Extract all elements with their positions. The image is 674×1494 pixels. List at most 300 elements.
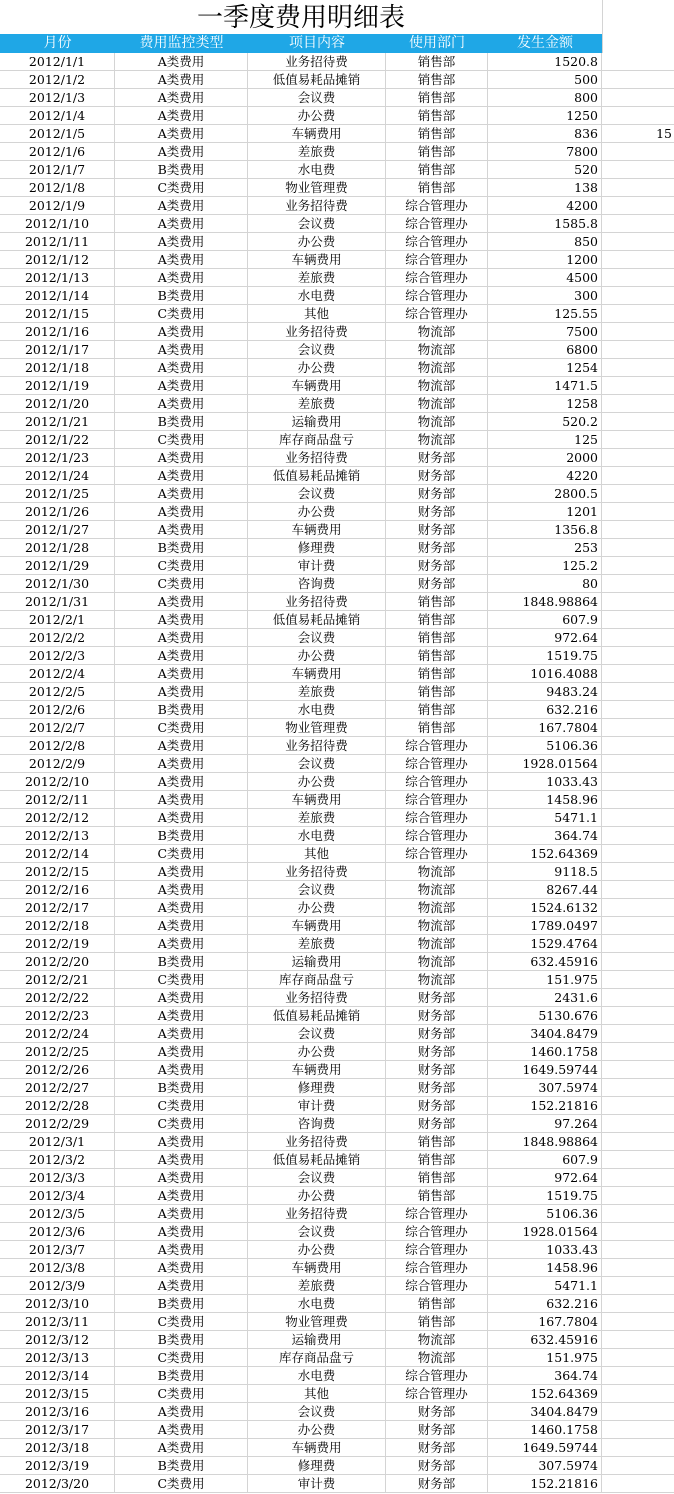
cell-department[interactable]: 综合管理办 [386,215,488,233]
cell-department[interactable]: 销售部 [386,125,488,143]
cell-item[interactable]: 车辆费用 [248,251,386,269]
cell-empty[interactable] [602,701,674,719]
cell-department[interactable]: 财务部 [386,1115,488,1133]
cell-date[interactable]: 2012/1/10 [0,215,115,233]
cell-item[interactable]: 办公费 [248,1421,386,1439]
cell-amount[interactable]: 1458.96 [488,791,602,809]
cell-amount[interactable]: 138 [488,179,602,197]
cell-empty[interactable] [602,1457,674,1475]
cell-expense-type[interactable]: A类费用 [115,1439,248,1457]
cell-department[interactable]: 综合管理办 [386,1277,488,1295]
cell-amount[interactable]: 152.64369 [488,845,602,863]
cell-empty[interactable] [602,1295,674,1313]
cell-amount[interactable]: 1016.4088 [488,665,602,683]
cell-expense-type[interactable]: A类费用 [115,683,248,701]
cell-empty[interactable] [602,899,674,917]
cell-empty[interactable] [602,323,674,341]
cell-empty[interactable] [602,1241,674,1259]
cell-item[interactable]: 业务招待费 [248,53,386,71]
cell-date[interactable]: 2012/3/19 [0,1457,115,1475]
cell-amount[interactable]: 1460.1758 [488,1043,602,1061]
cell-item[interactable]: 业务招待费 [248,593,386,611]
cell-amount[interactable]: 4500 [488,269,602,287]
cell-empty[interactable] [602,503,674,521]
cell-empty[interactable] [602,1133,674,1151]
cell-date[interactable]: 2012/1/28 [0,539,115,557]
cell-amount[interactable]: 7500 [488,323,602,341]
cell-department[interactable]: 物流部 [386,971,488,989]
cell-amount[interactable]: 1460.1758 [488,1421,602,1439]
cell-item[interactable]: 咨询费 [248,575,386,593]
sheet-title[interactable]: 一季度费用明细表 [196,3,405,33]
cell-expense-type[interactable]: A类费用 [115,1133,248,1151]
cell-item[interactable]: 办公费 [248,107,386,125]
cell-expense-type[interactable]: C类费用 [115,305,248,323]
cell-amount[interactable]: 125 [488,431,602,449]
cell-date[interactable]: 2012/3/11 [0,1313,115,1331]
cell-department[interactable]: 综合管理办 [386,1259,488,1277]
cell-amount[interactable]: 1789.0497 [488,917,602,935]
cell-item[interactable]: 车辆费用 [248,1061,386,1079]
cell-date[interactable]: 2012/1/24 [0,467,115,485]
cell-amount[interactable]: 125.55 [488,305,602,323]
cell-amount[interactable]: 1524.6132 [488,899,602,917]
cell-department[interactable]: 财务部 [386,449,488,467]
cell-department[interactable]: 物流部 [386,341,488,359]
cell-expense-type[interactable]: A类费用 [115,269,248,287]
cell-item[interactable]: 业务招待费 [248,449,386,467]
cell-date[interactable]: 2012/2/24 [0,1025,115,1043]
cell-expense-type[interactable]: C类费用 [115,179,248,197]
cell-item[interactable]: 物业管理费 [248,719,386,737]
cell-empty[interactable] [602,593,674,611]
cell-date[interactable]: 2012/1/2 [0,71,115,89]
header-expense-type[interactable]: 费用监控类型 [139,35,224,51]
cell-empty[interactable] [602,467,674,485]
cell-date[interactable]: 2012/3/2 [0,1151,115,1169]
cell-amount[interactable]: 632.216 [488,701,602,719]
cell-department[interactable]: 财务部 [386,521,488,539]
cell-item[interactable]: 水电费 [248,1367,386,1385]
cell-department[interactable]: 综合管理办 [386,233,488,251]
cell-amount[interactable]: 836 [488,125,602,143]
cell-date[interactable]: 2012/2/10 [0,773,115,791]
cell-expense-type[interactable]: B类费用 [115,161,248,179]
cell-item[interactable]: 审计费 [248,1475,386,1493]
cell-date[interactable]: 2012/1/16 [0,323,115,341]
cell-expense-type[interactable]: B类费用 [115,539,248,557]
cell-expense-type[interactable]: C类费用 [115,431,248,449]
cell-empty[interactable] [602,755,674,773]
cell-date[interactable]: 2012/1/22 [0,431,115,449]
cell-expense-type[interactable]: A类费用 [115,629,248,647]
cell-amount[interactable]: 364.74 [488,1367,602,1385]
cell-amount[interactable]: 152.21816 [488,1475,602,1493]
cell-item[interactable]: 办公费 [248,1241,386,1259]
cell-empty[interactable] [602,1223,674,1241]
cell-item[interactable]: 物业管理费 [248,179,386,197]
cell-department[interactable]: 物流部 [386,359,488,377]
cell-expense-type[interactable]: A类费用 [115,395,248,413]
cell-item[interactable]: 差旅费 [248,935,386,953]
cell-amount[interactable]: 632.216 [488,1295,602,1313]
cell-expense-type[interactable]: B类费用 [115,1079,248,1097]
cell-amount[interactable]: 3404.8479 [488,1025,602,1043]
cell-department[interactable]: 销售部 [386,1187,488,1205]
cell-item[interactable]: 车辆费用 [248,1259,386,1277]
cell-expense-type[interactable]: C类费用 [115,1385,248,1403]
cell-amount[interactable]: 5471.1 [488,1277,602,1295]
cell-department[interactable]: 销售部 [386,143,488,161]
header-amount[interactable]: 发生金额 [517,35,573,51]
cell-item[interactable]: 其他 [248,305,386,323]
cell-item[interactable]: 车辆费用 [248,665,386,683]
cell-date[interactable]: 2012/3/1 [0,1133,115,1151]
cell-empty[interactable] [602,1151,674,1169]
cell-date[interactable]: 2012/2/17 [0,899,115,917]
cell-expense-type[interactable]: A类费用 [115,1043,248,1061]
cell-department[interactable]: 销售部 [386,611,488,629]
cell-empty[interactable] [602,53,674,71]
cell-amount[interactable]: 1254 [488,359,602,377]
cell-item[interactable]: 会议费 [248,1025,386,1043]
cell-expense-type[interactable]: A类费用 [115,1241,248,1259]
cell-amount[interactable]: 1201 [488,503,602,521]
cell-item[interactable]: 库存商品盘亏 [248,1349,386,1367]
cell-amount[interactable]: 307.5974 [488,1457,602,1475]
cell-department[interactable]: 销售部 [386,629,488,647]
cell-empty[interactable] [602,1097,674,1115]
cell-date[interactable]: 2012/1/12 [0,251,115,269]
cell-empty[interactable] [602,881,674,899]
cell-item[interactable]: 会议费 [248,89,386,107]
cell-date[interactable]: 2012/2/26 [0,1061,115,1079]
cell-amount[interactable]: 5106.36 [488,737,602,755]
cell-empty[interactable] [602,809,674,827]
cell-amount[interactable]: 3404.8479 [488,1403,602,1421]
cell-empty[interactable] [602,539,674,557]
cell-department[interactable]: 综合管理办 [386,1241,488,1259]
cell-item[interactable]: 运输费用 [248,953,386,971]
cell-amount[interactable]: 125.2 [488,557,602,575]
cell-expense-type[interactable]: A类费用 [115,503,248,521]
cell-expense-type[interactable]: A类费用 [115,1259,248,1277]
cell-item[interactable]: 业务招待费 [248,1133,386,1151]
cell-empty[interactable] [602,305,674,323]
cell-expense-type[interactable]: A类费用 [115,647,248,665]
cell-date[interactable]: 2012/2/3 [0,647,115,665]
cell-amount[interactable]: 1928.01564 [488,1223,602,1241]
cell-date[interactable]: 2012/3/5 [0,1205,115,1223]
cell-date[interactable]: 2012/1/17 [0,341,115,359]
cell-date[interactable]: 2012/2/21 [0,971,115,989]
cell-empty[interactable] [602,287,674,305]
cell-expense-type[interactable]: C类费用 [115,1097,248,1115]
cell-department[interactable]: 物流部 [386,395,488,413]
cell-empty[interactable] [602,989,674,1007]
cell-date[interactable]: 2012/1/9 [0,197,115,215]
cell-date[interactable]: 2012/1/4 [0,107,115,125]
cell-expense-type[interactable]: A类费用 [115,215,248,233]
cell-empty[interactable] [602,773,674,791]
cell-empty[interactable] [602,1475,674,1493]
cell-amount[interactable]: 151.975 [488,1349,602,1367]
cell-item[interactable]: 车辆费用 [248,1439,386,1457]
cell-item[interactable]: 业务招待费 [248,863,386,881]
cell-item[interactable]: 水电费 [248,287,386,305]
cell-department[interactable]: 销售部 [386,71,488,89]
cell-date[interactable]: 2012/2/16 [0,881,115,899]
cell-empty[interactable] [602,395,674,413]
cell-item[interactable]: 车辆费用 [248,521,386,539]
cell-empty[interactable] [602,1367,674,1385]
cell-department[interactable]: 销售部 [386,53,488,71]
cell-expense-type[interactable]: C类费用 [115,971,248,989]
cell-expense-type[interactable]: A类费用 [115,125,248,143]
cell-date[interactable]: 2012/2/19 [0,935,115,953]
cell-item[interactable]: 差旅费 [248,269,386,287]
cell-item[interactable]: 差旅费 [248,683,386,701]
cell-empty[interactable] [602,935,674,953]
cell-expense-type[interactable]: A类费用 [115,593,248,611]
cell-item[interactable]: 水电费 [248,161,386,179]
cell-expense-type[interactable]: A类费用 [115,485,248,503]
cell-date[interactable]: 2012/2/14 [0,845,115,863]
cell-empty[interactable] [602,1079,674,1097]
cell-date[interactable]: 2012/2/7 [0,719,115,737]
cell-expense-type[interactable]: B类费用 [115,1457,248,1475]
cell-expense-type[interactable]: A类费用 [115,341,248,359]
cell-amount[interactable]: 520.2 [488,413,602,431]
cell-item[interactable]: 咨询费 [248,1115,386,1133]
cell-amount[interactable]: 307.5974 [488,1079,602,1097]
cell-department[interactable]: 物流部 [386,899,488,917]
cell-department[interactable]: 物流部 [386,881,488,899]
cell-amount[interactable]: 520 [488,161,602,179]
cell-amount[interactable]: 5130.676 [488,1007,602,1025]
cell-department[interactable]: 销售部 [386,719,488,737]
cell-department[interactable]: 综合管理办 [386,773,488,791]
cell-amount[interactable]: 850 [488,233,602,251]
cell-item[interactable]: 运输费用 [248,413,386,431]
cell-department[interactable]: 销售部 [386,683,488,701]
cell-amount[interactable]: 6800 [488,341,602,359]
cell-department[interactable]: 综合管理办 [386,809,488,827]
cell-empty[interactable] [602,521,674,539]
cell-date[interactable]: 2012/2/25 [0,1043,115,1061]
header-item[interactable]: 项目内容 [289,35,345,51]
cell-empty[interactable] [602,1439,674,1457]
cell-expense-type[interactable]: A类费用 [115,863,248,881]
cell-date[interactable]: 2012/1/19 [0,377,115,395]
cell-amount[interactable]: 2800.5 [488,485,602,503]
cell-department[interactable]: 物流部 [386,953,488,971]
cell-date[interactable]: 2012/1/18 [0,359,115,377]
cell-department[interactable]: 综合管理办 [386,1385,488,1403]
cell-department[interactable]: 物流部 [386,917,488,935]
cell-date[interactable]: 2012/1/21 [0,413,115,431]
cell-amount[interactable]: 167.7804 [488,719,602,737]
header-month[interactable]: 月份 [43,35,72,51]
cell-expense-type[interactable]: A类费用 [115,233,248,251]
cell-department[interactable]: 财务部 [386,1025,488,1043]
cell-amount[interactable]: 4220 [488,467,602,485]
cell-date[interactable]: 2012/3/10 [0,1295,115,1313]
cell-item[interactable]: 会议费 [248,629,386,647]
cell-expense-type[interactable]: C类费用 [115,1313,248,1331]
cell-expense-type[interactable]: A类费用 [115,107,248,125]
cell-item[interactable]: 业务招待费 [248,737,386,755]
cell-date[interactable]: 2012/2/18 [0,917,115,935]
cell-empty[interactable] [602,557,674,575]
cell-date[interactable]: 2012/2/12 [0,809,115,827]
cell-item[interactable]: 水电费 [248,701,386,719]
cell-department[interactable]: 综合管理办 [386,251,488,269]
cell-department[interactable]: 财务部 [386,1421,488,1439]
cell-item[interactable]: 业务招待费 [248,323,386,341]
cell-date[interactable]: 2012/1/25 [0,485,115,503]
cell-department[interactable]: 销售部 [386,1151,488,1169]
cell-item[interactable]: 会议费 [248,755,386,773]
cell-expense-type[interactable]: A类费用 [115,377,248,395]
cell-date[interactable]: 2012/2/20 [0,953,115,971]
cell-empty[interactable] [602,197,674,215]
cell-expense-type[interactable]: A类费用 [115,1205,248,1223]
cell-item[interactable]: 低值易耗品摊销 [248,611,386,629]
cell-empty[interactable] [602,791,674,809]
cell-department[interactable]: 物流部 [386,1349,488,1367]
cell-empty[interactable] [602,1259,674,1277]
cell-expense-type[interactable]: A类费用 [115,467,248,485]
cell-department[interactable]: 销售部 [386,647,488,665]
cell-item[interactable]: 会议费 [248,485,386,503]
cell-department[interactable]: 财务部 [386,989,488,1007]
cell-empty[interactable] [602,341,674,359]
cell-department[interactable]: 综合管理办 [386,287,488,305]
cell-empty[interactable] [602,413,674,431]
cell-amount[interactable]: 1520.8 [488,53,602,71]
cell-department[interactable]: 销售部 [386,161,488,179]
cell-empty[interactable] [602,107,674,125]
cell-empty[interactable] [602,665,674,683]
cell-empty[interactable] [602,215,674,233]
cell-amount[interactable]: 972.64 [488,1169,602,1187]
cell-date[interactable]: 2012/3/20 [0,1475,115,1493]
cell-date[interactable]: 2012/3/7 [0,1241,115,1259]
cell-expense-type[interactable]: B类费用 [115,1367,248,1385]
cell-date[interactable]: 2012/1/11 [0,233,115,251]
cell-amount[interactable]: 8267.44 [488,881,602,899]
cell-empty[interactable] [602,1403,674,1421]
cell-amount[interactable]: 1033.43 [488,773,602,791]
cell-amount[interactable]: 1519.75 [488,647,602,665]
cell-department[interactable]: 财务部 [386,1007,488,1025]
cell-department[interactable]: 物流部 [386,1331,488,1349]
cell-department[interactable]: 财务部 [386,1475,488,1493]
cell-item[interactable]: 修理费 [248,1079,386,1097]
cell-item[interactable]: 审计费 [248,557,386,575]
cell-amount[interactable]: 300 [488,287,602,305]
cell-date[interactable]: 2012/1/23 [0,449,115,467]
cell-department[interactable]: 物流部 [386,863,488,881]
cell-department[interactable]: 物流部 [386,323,488,341]
cell-item[interactable]: 会议费 [248,215,386,233]
cell-empty[interactable] [602,737,674,755]
cell-date[interactable]: 2012/2/1 [0,611,115,629]
cell-empty[interactable] [602,485,674,503]
cell-item[interactable]: 差旅费 [248,395,386,413]
cell-expense-type[interactable]: B类费用 [115,701,248,719]
cell-expense-type[interactable]: A类费用 [115,1277,248,1295]
cell-item[interactable]: 办公费 [248,1187,386,1205]
cell-date[interactable]: 2012/2/8 [0,737,115,755]
cell-expense-type[interactable]: A类费用 [115,881,248,899]
cell-expense-type[interactable]: B类费用 [115,1295,248,1313]
cell-empty[interactable] [602,179,674,197]
cell-department[interactable]: 财务部 [386,1097,488,1115]
cell-department[interactable]: 综合管理办 [386,1367,488,1385]
cell-department[interactable]: 销售部 [386,1295,488,1313]
cell-department[interactable]: 销售部 [386,1133,488,1151]
cell-amount[interactable]: 500 [488,71,602,89]
cell-empty[interactable] [602,1205,674,1223]
cell-empty[interactable] [602,647,674,665]
cell-item[interactable]: 办公费 [248,773,386,791]
cell-department[interactable]: 财务部 [386,1079,488,1097]
cell-date[interactable]: 2012/1/1 [0,53,115,71]
cell-date[interactable]: 2012/1/30 [0,575,115,593]
cell-item[interactable]: 低值易耗品摊销 [248,1007,386,1025]
cell-amount[interactable]: 2000 [488,449,602,467]
cell-expense-type[interactable]: A类费用 [115,1223,248,1241]
cell-item[interactable]: 其他 [248,1385,386,1403]
cell-amount[interactable]: 972.64 [488,629,602,647]
cell-amount[interactable]: 253 [488,539,602,557]
cell-expense-type[interactable]: A类费用 [115,53,248,71]
cell-date[interactable]: 2012/2/15 [0,863,115,881]
cell-expense-type[interactable]: C类费用 [115,557,248,575]
cell-item[interactable]: 业务招待费 [248,197,386,215]
cell-empty[interactable] [602,449,674,467]
cell-amount[interactable]: 1471.5 [488,377,602,395]
cell-item[interactable]: 办公费 [248,233,386,251]
cell-item[interactable]: 低值易耗品摊销 [248,71,386,89]
cell-date[interactable]: 2012/1/20 [0,395,115,413]
cell-empty[interactable] [602,1025,674,1043]
cell-date[interactable]: 2012/2/5 [0,683,115,701]
cell-department[interactable]: 销售部 [386,1169,488,1187]
cell-date[interactable]: 2012/1/7 [0,161,115,179]
cell-amount[interactable]: 167.7804 [488,1313,602,1331]
cell-date[interactable]: 2012/3/18 [0,1439,115,1457]
cell-item[interactable]: 办公费 [248,1043,386,1061]
cell-date[interactable]: 2012/1/29 [0,557,115,575]
header-department[interactable]: 使用部门 [409,35,465,51]
cell-amount[interactable]: 1529.4764 [488,935,602,953]
cell-empty[interactable] [602,953,674,971]
cell-date[interactable]: 2012/2/27 [0,1079,115,1097]
cell-department[interactable]: 销售部 [386,107,488,125]
cell-empty[interactable] [602,719,674,737]
cell-expense-type[interactable]: A类费用 [115,251,248,269]
cell-item[interactable]: 办公费 [248,899,386,917]
cell-date[interactable]: 2012/2/9 [0,755,115,773]
cell-expense-type[interactable]: A类费用 [115,1025,248,1043]
cell-expense-type[interactable]: A类费用 [115,665,248,683]
cell-expense-type[interactable]: A类费用 [115,773,248,791]
cell-expense-type[interactable]: A类费用 [115,521,248,539]
cell-empty[interactable] [602,1043,674,1061]
